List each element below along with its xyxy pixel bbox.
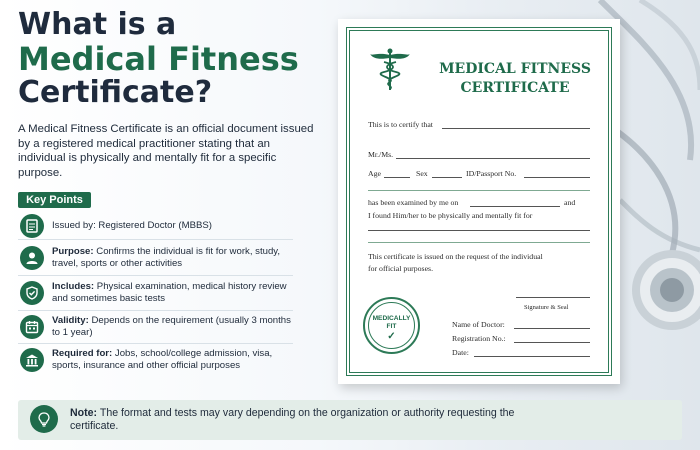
mr-ms-label: Mr./Ms. [368,150,394,159]
key-points-badge: Key Points [18,192,91,208]
heading-line-1: What is a [18,7,177,42]
id-label: ID/Passport No. [466,169,517,178]
sex-label: Sex [416,169,428,178]
doctor-name-label: Name of Doctor: [452,320,505,329]
date-label: Date: [452,348,469,357]
list-item: Validity: Depends on the requirement (usually 3 months to 1 year) [18,311,293,344]
list-item: Includes: Physical examination, medical history review and sometimes basic tests [18,276,293,311]
examined-label: has been examined by me on [368,198,459,207]
lightbulb-icon [30,405,58,433]
certify-label: This is to certify that [368,120,433,129]
list-item: Purpose: Confirms the individual is fit for work, study, travel, sports or other activities [18,240,293,276]
key-points-list [18,212,293,376]
note-text: Note: The format and tests may vary depending on the organization or authority requesting the certificate. [70,407,515,432]
found-label: I found Him/her to be physically and mentally fit for [368,211,533,220]
request-line-1: This certificate is issued on the request of the individual [368,252,543,261]
request-line-2: for official purposes. [368,264,434,273]
heading-line-3: Certificate? [18,75,213,110]
intro-paragraph: A Medical Fitness Certificate is an official document issued by a registered medical practitioner stating that an individual is physically and mentally fit for a specific purpose. [18,123,314,179]
calendar-icon [20,315,44,339]
document-icon [20,214,44,238]
heading-line-2: Medical Fitness [18,40,299,78]
stamp-text: MEDICALLY FIT ✓ [363,315,420,343]
check-icon: ✓ [387,331,396,342]
and-label: and [564,198,576,207]
user-icon [20,246,44,270]
caduceus-icon [368,46,412,92]
list-item: Issued by: Registered Doctor (MBBS) [18,212,293,240]
shield-check-icon [20,281,44,305]
building-icon [20,348,44,372]
list-item: Required for: Jobs, school/college admission, visa, sports, insurance and other official purposes [18,344,293,376]
heading [18,8,318,110]
certificate-title: MEDICAL FITNESS CERTIFICATE [439,61,591,96]
signature-label: Signature & Seal [524,304,569,311]
age-label: Age [368,169,381,178]
registration-label: Registration No.: [452,334,506,343]
